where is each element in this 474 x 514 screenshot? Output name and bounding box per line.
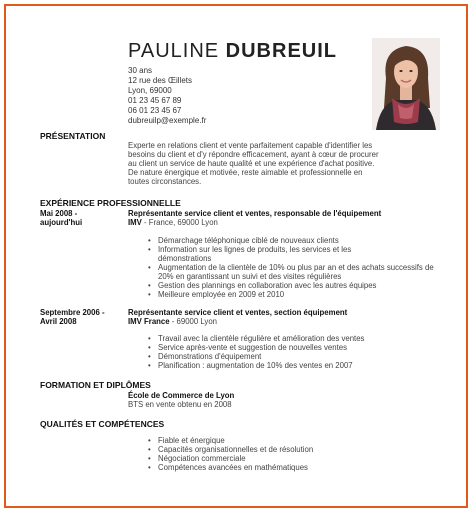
section-title-skills: QUALITÉS ET COMPÉTENCES [40, 419, 165, 429]
education-degree: BTS en vente obtenu en 2008 [128, 400, 232, 409]
contact-info [128, 66, 206, 126]
company-name: IMV [128, 218, 142, 227]
presentation-line: toutes circonstances. [128, 177, 202, 186]
contact-street: 12 rue des Œillets [128, 76, 193, 85]
first-name: PAULINE [128, 40, 220, 62]
company-location: - 69000 Lyon [169, 317, 218, 326]
job-date [40, 308, 105, 326]
contact-mobile: 06 01 23 45 67 [128, 106, 182, 115]
contact-age: 30 ans [128, 66, 153, 75]
presentation-line: au client un service de haute qualité et une expérience d'achat positive. [128, 159, 375, 168]
list-item: • Gestion des plannings en collaboration avec les autres équipes [148, 281, 448, 290]
list-item: • Meilleure employée en 2009 et 2010 [148, 290, 448, 299]
job-bullets [148, 334, 448, 370]
presentation-line: Experte en relations client et vente parfaitement capable d'identifier les [128, 141, 373, 150]
job-title: Représentante service client et ventes, responsable de l'équipement [128, 209, 382, 218]
list-item: • Augmentation de la clientèle de 10% ou plus par an et des achats successifs de 20% en garantissant un suivi et des visites régulières [148, 263, 448, 281]
job-date-end: aujourd'hui [40, 218, 83, 227]
job-company [128, 317, 217, 326]
presentation-line: besoins du client et d'y répondre efficacement, ayant à cœur de procurer [128, 150, 379, 159]
job-date-end: Avril 2008 [40, 317, 77, 326]
list-item: • Planification : augmentation de 10% des ventes en 2007 [148, 361, 448, 370]
job-company [128, 218, 218, 227]
contact-email: dubreuilp@exemple.fr [128, 116, 207, 125]
job-bullets [148, 236, 448, 299]
job-date-start: Septembre 2006 - [40, 308, 105, 317]
education-school: École de Commerce de Lyon [128, 391, 235, 400]
list-item: • Capacités organisationnelles et de résolution [148, 445, 448, 454]
list-item: • Service après-vente et suggestion de nouvelles ventes [148, 343, 448, 352]
job-title: Représentante service client et ventes, section équipement [128, 308, 348, 317]
list-item: • Information sur les lignes de produits, les services et les démonstrations [148, 245, 378, 263]
contact-city: Lyon, 69000 [128, 86, 172, 95]
presentation-text [128, 141, 448, 186]
section-title-experience: EXPÉRIENCE PROFESSIONNELLE [40, 198, 181, 208]
list-item: • Démarchage téléphonique ciblé de nouveaux clients [148, 236, 448, 245]
company-name: IMV France [128, 317, 170, 326]
section-title-presentation: PRÉSENTATION [40, 131, 106, 141]
profile-photo [372, 38, 440, 130]
company-location: - France, 69000 Lyon [141, 218, 218, 227]
last-name: DUBREUIL [225, 40, 338, 62]
list-item: • Démonstrations d'équipement [148, 352, 448, 361]
list-item: • Négociation commerciale [148, 454, 448, 463]
list-item: • Compétences avancées en mathématiques [148, 463, 448, 472]
skills-list [148, 436, 448, 472]
job-date [40, 209, 82, 227]
section-title-education: FORMATION ET DIPLÔMES [40, 380, 151, 390]
contact-phone: 01 23 45 67 89 [128, 96, 182, 105]
list-item: • Travail avec la clientèle régulière et amélioration des ventes [148, 334, 448, 343]
list-item: • Fiable et énergique [148, 436, 448, 445]
job-date-start: Mai 2008 - [40, 209, 78, 218]
candidate-name [128, 40, 337, 63]
presentation-line: De nature énergique et motivée, reste aimable et professionnelle en [128, 168, 363, 177]
